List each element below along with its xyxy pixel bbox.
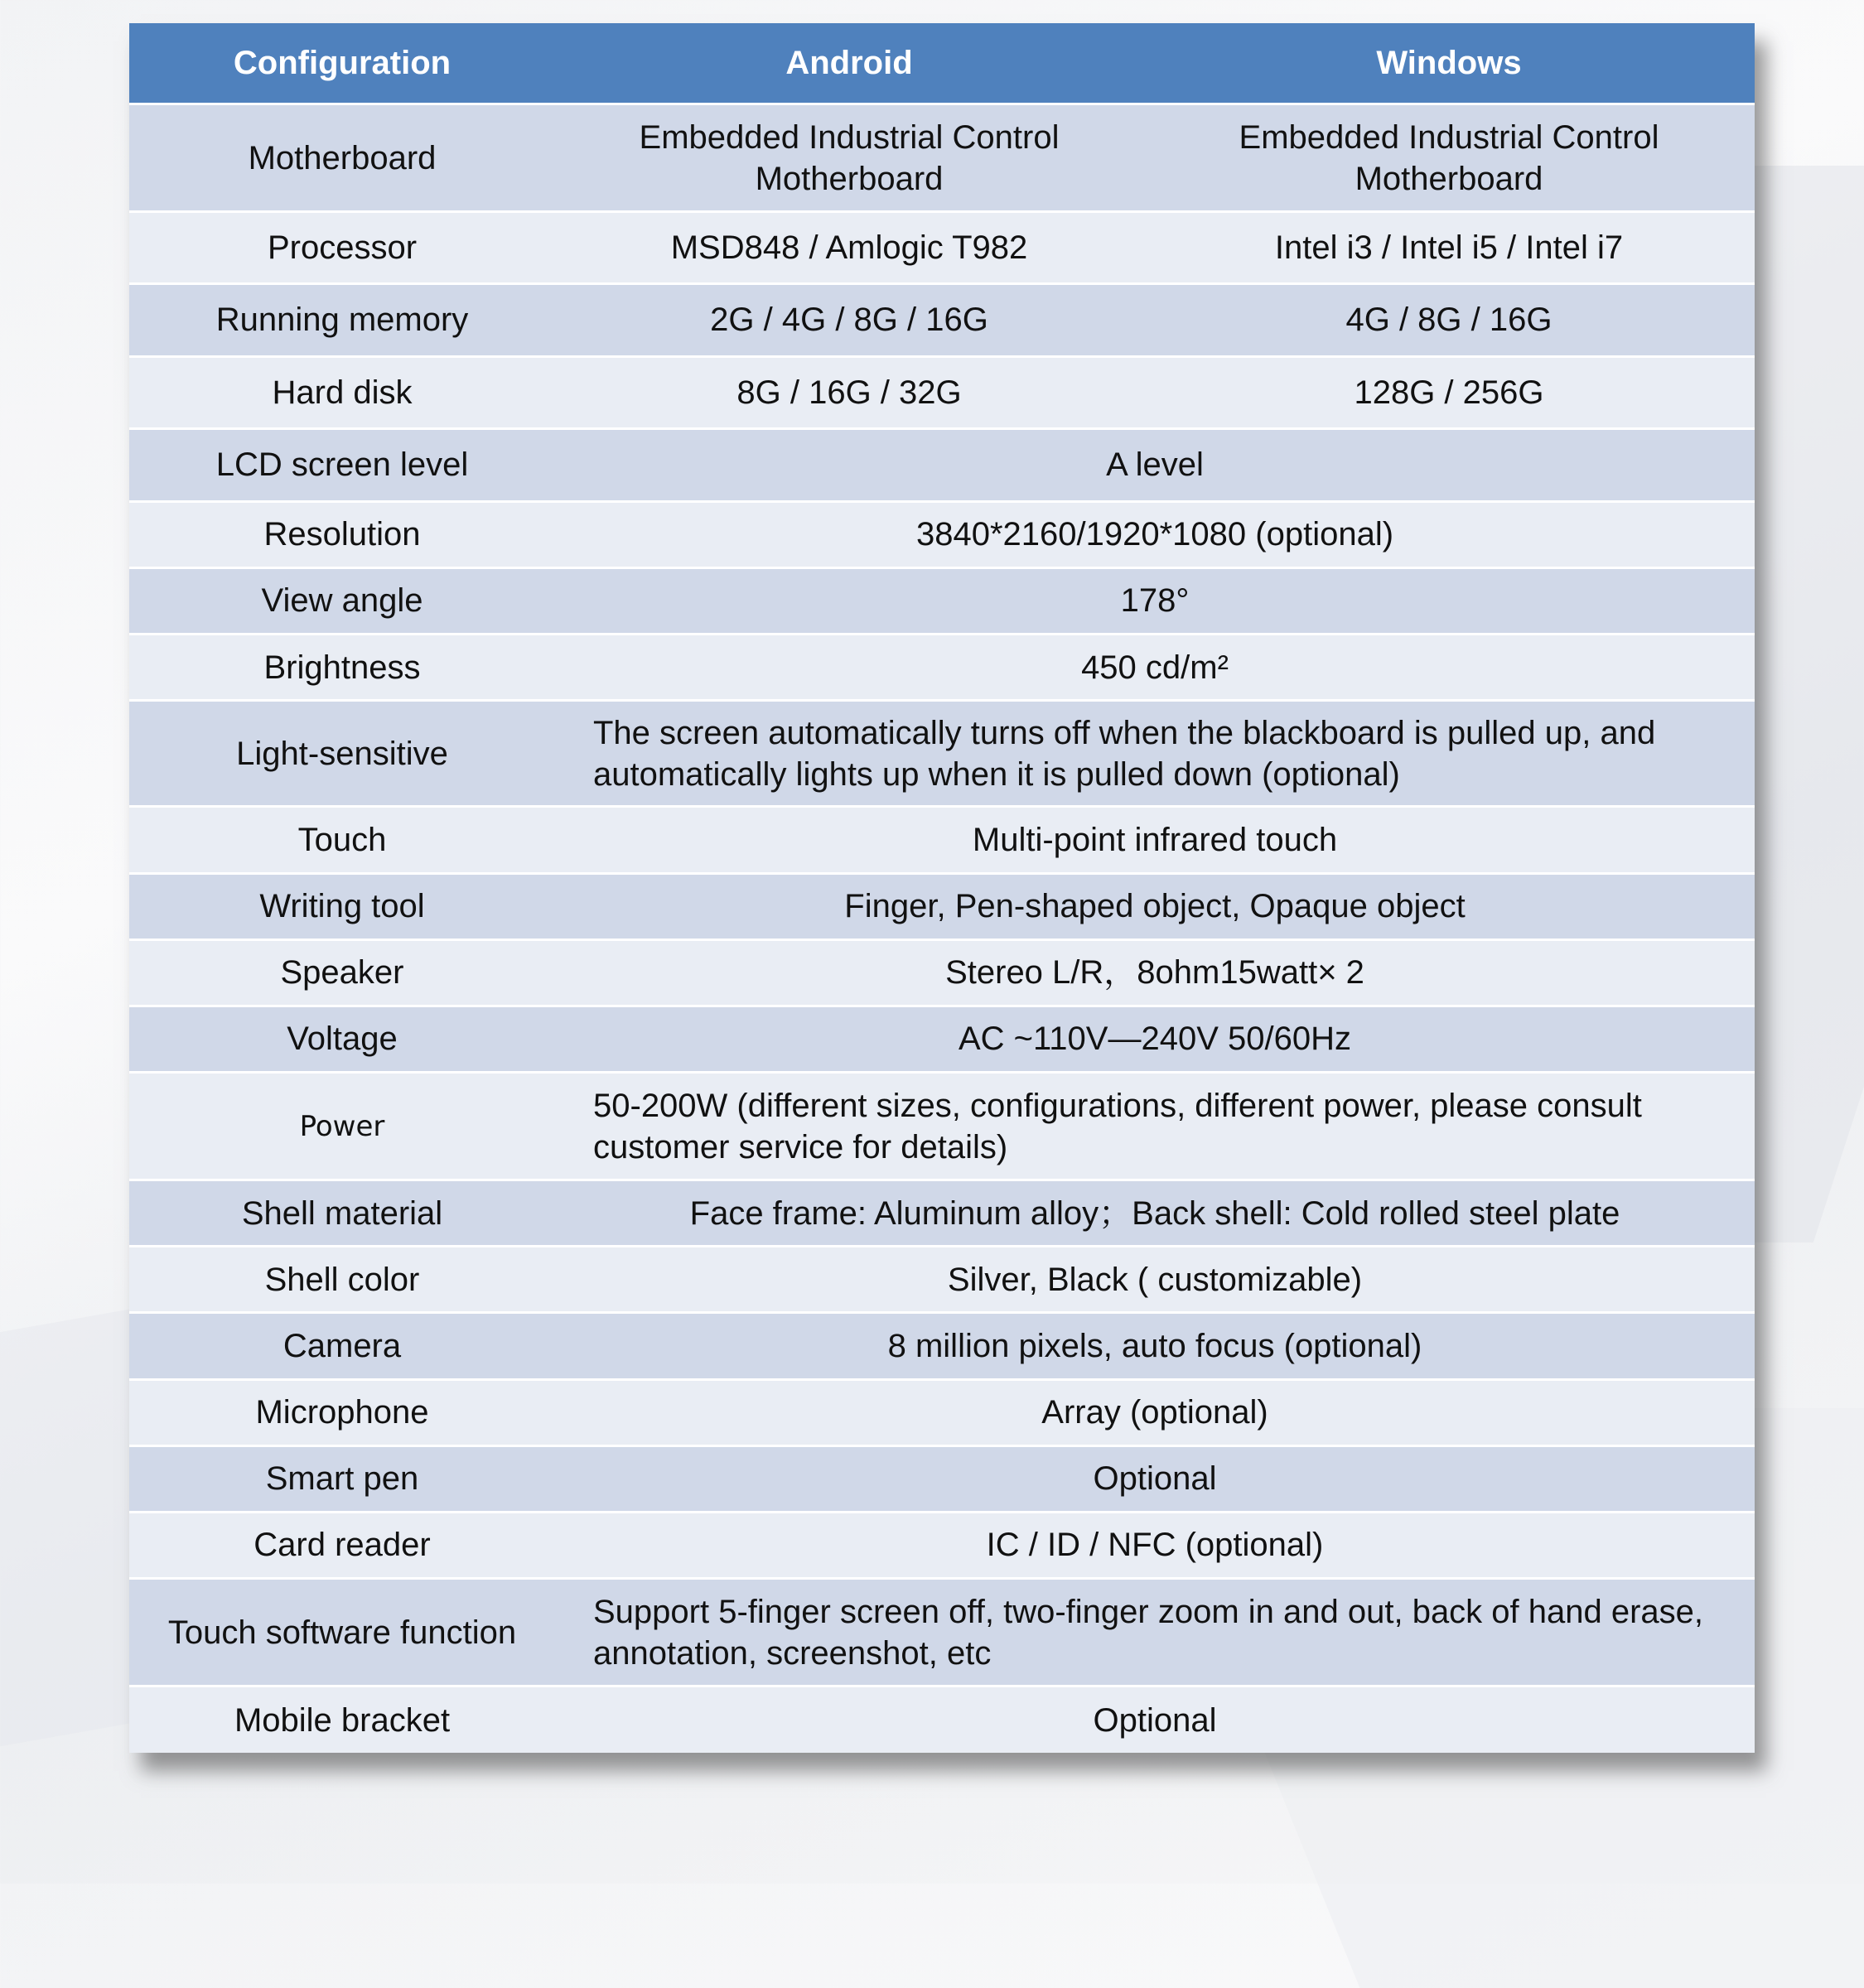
android-value: Embedded Industrial Control Motherboard bbox=[555, 104, 1143, 212]
row-label: Touch bbox=[129, 807, 555, 873]
table-row bbox=[129, 212, 1755, 284]
table-row bbox=[129, 1313, 1755, 1379]
row-label: Speaker bbox=[129, 939, 555, 1006]
table-row bbox=[129, 1512, 1755, 1578]
table-row bbox=[129, 807, 1755, 873]
row-label: Power bbox=[129, 1072, 555, 1180]
row-label: Mobile bracket bbox=[129, 1686, 555, 1753]
row-label: Writing tool bbox=[129, 873, 555, 939]
header-android: Android bbox=[555, 23, 1143, 104]
row-label: Processor bbox=[129, 212, 555, 284]
table-row bbox=[129, 1379, 1755, 1445]
row-label: Hard disk bbox=[129, 356, 555, 428]
table-row bbox=[129, 1445, 1755, 1512]
table-row bbox=[129, 356, 1755, 428]
spec-table-container bbox=[129, 23, 1755, 1753]
merged-value: Support 5-finger screen off, two-finger zoom in and out, back of hand erase, annotation, screenshot, etc bbox=[555, 1579, 1755, 1686]
merged-value: Silver, Black ( customizable) bbox=[555, 1247, 1755, 1313]
row-label: Card reader bbox=[129, 1512, 555, 1578]
table-row bbox=[129, 701, 1755, 807]
row-label: Smart pen bbox=[129, 1445, 555, 1512]
row-label: Motherboard bbox=[129, 104, 555, 212]
table-row bbox=[129, 635, 1755, 701]
android-value: 2G / 4G / 8G / 16G bbox=[555, 284, 1143, 356]
merged-value: The screen automatically turns off when the blackboard is pulled up, and automatically lights up when it is pulled down (optional) bbox=[555, 701, 1755, 807]
spec-table bbox=[129, 23, 1755, 1753]
merged-value: 3840*2160/1920*1080 (optional) bbox=[555, 501, 1755, 567]
merged-value: 8 million pixels, auto focus (optional) bbox=[555, 1313, 1755, 1379]
android-value: 8G / 16G / 32G bbox=[555, 356, 1143, 428]
android-value: MSD848 / Amlogic T982 bbox=[555, 212, 1143, 284]
header-configuration: Configuration bbox=[129, 23, 555, 104]
merged-value: Optional bbox=[555, 1686, 1755, 1753]
table-header-row bbox=[129, 23, 1755, 104]
table-row bbox=[129, 501, 1755, 567]
table-row bbox=[129, 567, 1755, 634]
table-row bbox=[129, 1247, 1755, 1313]
windows-value: Embedded Industrial Control Motherboard bbox=[1143, 104, 1755, 212]
row-label: Running memory bbox=[129, 284, 555, 356]
row-label: Microphone bbox=[129, 1379, 555, 1445]
table-row bbox=[129, 1579, 1755, 1686]
merged-value: Finger, Pen-shaped object, Opaque object bbox=[555, 873, 1755, 939]
table-row bbox=[129, 1180, 1755, 1247]
header-windows: Windows bbox=[1143, 23, 1755, 104]
table-row bbox=[129, 1006, 1755, 1072]
row-label: Touch software function bbox=[129, 1579, 555, 1686]
windows-value: 4G / 8G / 16G bbox=[1143, 284, 1755, 356]
merged-value: Optional bbox=[555, 1445, 1755, 1512]
row-label: LCD screen level bbox=[129, 428, 555, 501]
row-label: Voltage bbox=[129, 1006, 555, 1072]
windows-value: 128G / 256G bbox=[1143, 356, 1755, 428]
merged-value: 178° bbox=[555, 567, 1755, 634]
row-label: Resolution bbox=[129, 501, 555, 567]
row-label: View angle bbox=[129, 567, 555, 634]
row-label: Shell color bbox=[129, 1247, 555, 1313]
row-label: Light-sensitive bbox=[129, 701, 555, 807]
row-label: Brightness bbox=[129, 635, 555, 701]
merged-value: Face frame: Aluminum alloy；Back shell: Cold rolled steel plate bbox=[555, 1180, 1755, 1247]
merged-value: A level bbox=[555, 428, 1755, 501]
merged-value: Array (optional) bbox=[555, 1379, 1755, 1445]
table-row bbox=[129, 104, 1755, 212]
merged-value: 50-200W (different sizes, configurations, different power, please consult customer service for details) bbox=[555, 1072, 1755, 1180]
table-row bbox=[129, 428, 1755, 501]
table-row bbox=[129, 1686, 1755, 1753]
table-row bbox=[129, 939, 1755, 1006]
windows-value: Intel i3 / Intel i5 / Intel i7 bbox=[1143, 212, 1755, 284]
merged-value: 450 cd/m² bbox=[555, 635, 1755, 701]
table-row bbox=[129, 284, 1755, 356]
row-label: Camera bbox=[129, 1313, 555, 1379]
table-row bbox=[129, 873, 1755, 939]
merged-value: IC / ID / NFC (optional) bbox=[555, 1512, 1755, 1578]
merged-value: AC ~110V—240V 50/60Hz bbox=[555, 1006, 1755, 1072]
merged-value: Multi-point infrared touch bbox=[555, 807, 1755, 873]
merged-value: Stereo L/R，8ohm15watt× 2 bbox=[555, 939, 1755, 1006]
table-row bbox=[129, 1072, 1755, 1180]
row-label: Shell material bbox=[129, 1180, 555, 1247]
